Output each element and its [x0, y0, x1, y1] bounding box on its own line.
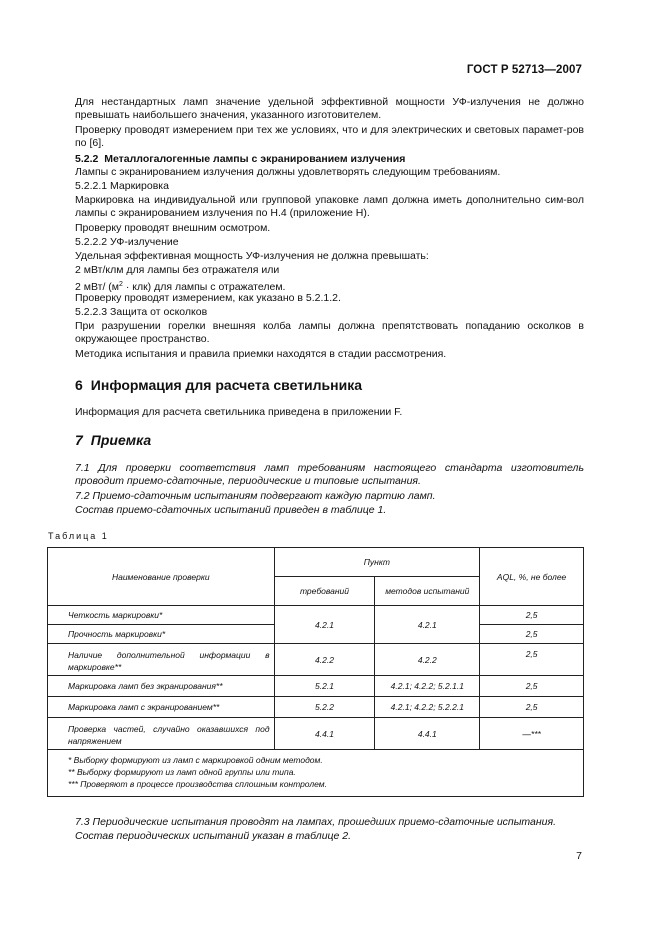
standard-header: ГОСТ Р 52713—2007	[466, 64, 582, 76]
table-cell: Маркировка ламп без экранирования**	[48, 676, 275, 697]
section-heading	[75, 153, 405, 166]
section-title: Металлогалогенные лампы с экранированием излучения	[104, 153, 406, 165]
section-6-heading	[75, 377, 362, 393]
paragraph: Методика испытания и правила приемки находятся в стадии рассмотрения.	[75, 348, 447, 360]
table-cell: —***	[480, 718, 584, 750]
paragraph: При разрушении горелки внешняя колба лампы должна препятствовать попаданию осколков в окружающее пространство.	[75, 320, 584, 345]
paragraph: Состав периодических испытаний указан в таблице 2.	[75, 830, 352, 842]
table-cell: 4.2.1	[274, 606, 375, 644]
section-number: 6	[75, 377, 83, 393]
table-cell: Наличие дополнительной информации в маркировке**	[48, 644, 275, 676]
table-cell: 5.2.1	[274, 676, 375, 697]
section-title: Информация для расчета светильника	[90, 377, 363, 393]
table-caption: Таблица 1	[48, 531, 109, 541]
table-note: * Выборку формируют из ламп с маркировкой одним методом.	[68, 755, 323, 765]
table-cell: 2,5	[480, 606, 584, 625]
table-cell: 2,5	[480, 625, 584, 644]
header-cell-methods: методов испытаний	[375, 577, 480, 606]
table-cell: Прочность маркировки*	[48, 625, 275, 644]
table-notes-row	[48, 750, 584, 797]
paragraph: Проверку проводят измерением при тех же условиях, что и для электрических и световых парамет-ров по [6].	[75, 124, 584, 149]
unit-text: · клк) для лампы с отражателем.	[122, 281, 286, 293]
header-cell-name: Наименование проверки	[48, 548, 275, 606]
page-number: 7	[576, 850, 582, 862]
table-cell: 4.4.1	[375, 718, 480, 750]
header-cell-punkt: Пункт	[274, 548, 480, 577]
paragraph: Состав приемо-сдаточных испытаний приведен в таблице 1.	[75, 504, 387, 516]
table-note: *** Проверяют в процессе производства сплошным контролем.	[68, 779, 327, 789]
table-cell: 2,5	[480, 676, 584, 697]
table-cell: 4.2.1	[375, 606, 480, 644]
acceptance-tests-table	[47, 547, 584, 797]
unit-text: 2 мВт/ (м	[75, 281, 119, 293]
table-row	[48, 718, 584, 750]
table-cell: 2,5	[480, 644, 584, 676]
paragraph: Информация для расчета светильника приведена в приложении F.	[75, 406, 403, 418]
paragraph: Удельная эффективная мощность УФ-излучения не должна превышать:	[75, 250, 429, 262]
table-row	[48, 644, 584, 676]
section-number: 5.2.2	[75, 153, 99, 165]
paragraph: Проверку проводят внешним осмотром.	[75, 222, 271, 234]
table-cell: 4.2.2	[274, 644, 375, 676]
table-cell: Маркировка ламп с экранированием**	[48, 697, 275, 718]
table-cell: 5.2.2	[274, 697, 375, 718]
subsection-heading: 5.2.2.3 Защита от осколков	[75, 306, 208, 318]
table-cell: 2,5	[480, 697, 584, 718]
section-number: 7	[75, 432, 83, 448]
paragraph: 7.3 Периодические испытания проводят на лампах, прошедших приемо-сдаточные испытания.	[75, 816, 557, 828]
paragraph: Маркировка на индивидуальной или групповой упаковке ламп должна иметь дополнительно сим-вол лампы с экранированием излучения по Н.4 (приложение Н).	[75, 194, 584, 219]
paragraph: 7.1 Для проверки соответствия ламп требованиям настоящего стандарта изготовитель проводит приемо-сдаточные, периодические и типовые испытания.	[75, 462, 584, 487]
table-cell: 4.2.2	[375, 644, 480, 676]
paragraph: Проверку проводят измерением, как указано в 5.2.1.2.	[75, 292, 341, 304]
header-cell-aql: AQL, %, не более	[480, 548, 584, 606]
table-cell: Четкость маркировки*	[48, 606, 275, 625]
table-row	[48, 606, 584, 625]
paragraph: 2 мВт/клм для лампы без отражателя или	[75, 264, 280, 276]
table-note: ** Выборку формируют из ламп одной группы или типа.	[68, 767, 296, 777]
paragraph: Для нестандартных ламп значение удельной эффективной мощности УФ-излучения не должно превышать наибольшего значения, указанного изготовителем.	[75, 96, 584, 121]
header-cell-requirements: требований	[274, 577, 375, 606]
table-notes	[48, 750, 584, 797]
table-cell: Проверка частей, случайно оказавшихся под напряжением	[48, 718, 275, 750]
subsection-heading: 5.2.2.1 Маркировка	[75, 180, 169, 192]
table-row	[48, 676, 584, 697]
superscript: 2	[119, 281, 123, 288]
table-row	[48, 697, 584, 718]
table-cell: 4.2.1; 4.2.2; 5.2.1.1	[375, 676, 480, 697]
table-cell: 4.4.1	[274, 718, 375, 750]
paragraph: Лампы с экранированием излучения должны удовлетворять следующим требованиям.	[75, 166, 501, 178]
paragraph: 7.2 Приемо-сдаточным испытаниям подвергают каждую партию ламп.	[75, 490, 436, 502]
section-title: Приемка	[90, 432, 152, 448]
section-7-heading	[75, 432, 151, 448]
subsection-heading: 5.2.2.2 УФ-излучение	[75, 236, 179, 248]
table-cell: 4.2.1; 4.2.2; 5.2.2.1	[375, 697, 480, 718]
